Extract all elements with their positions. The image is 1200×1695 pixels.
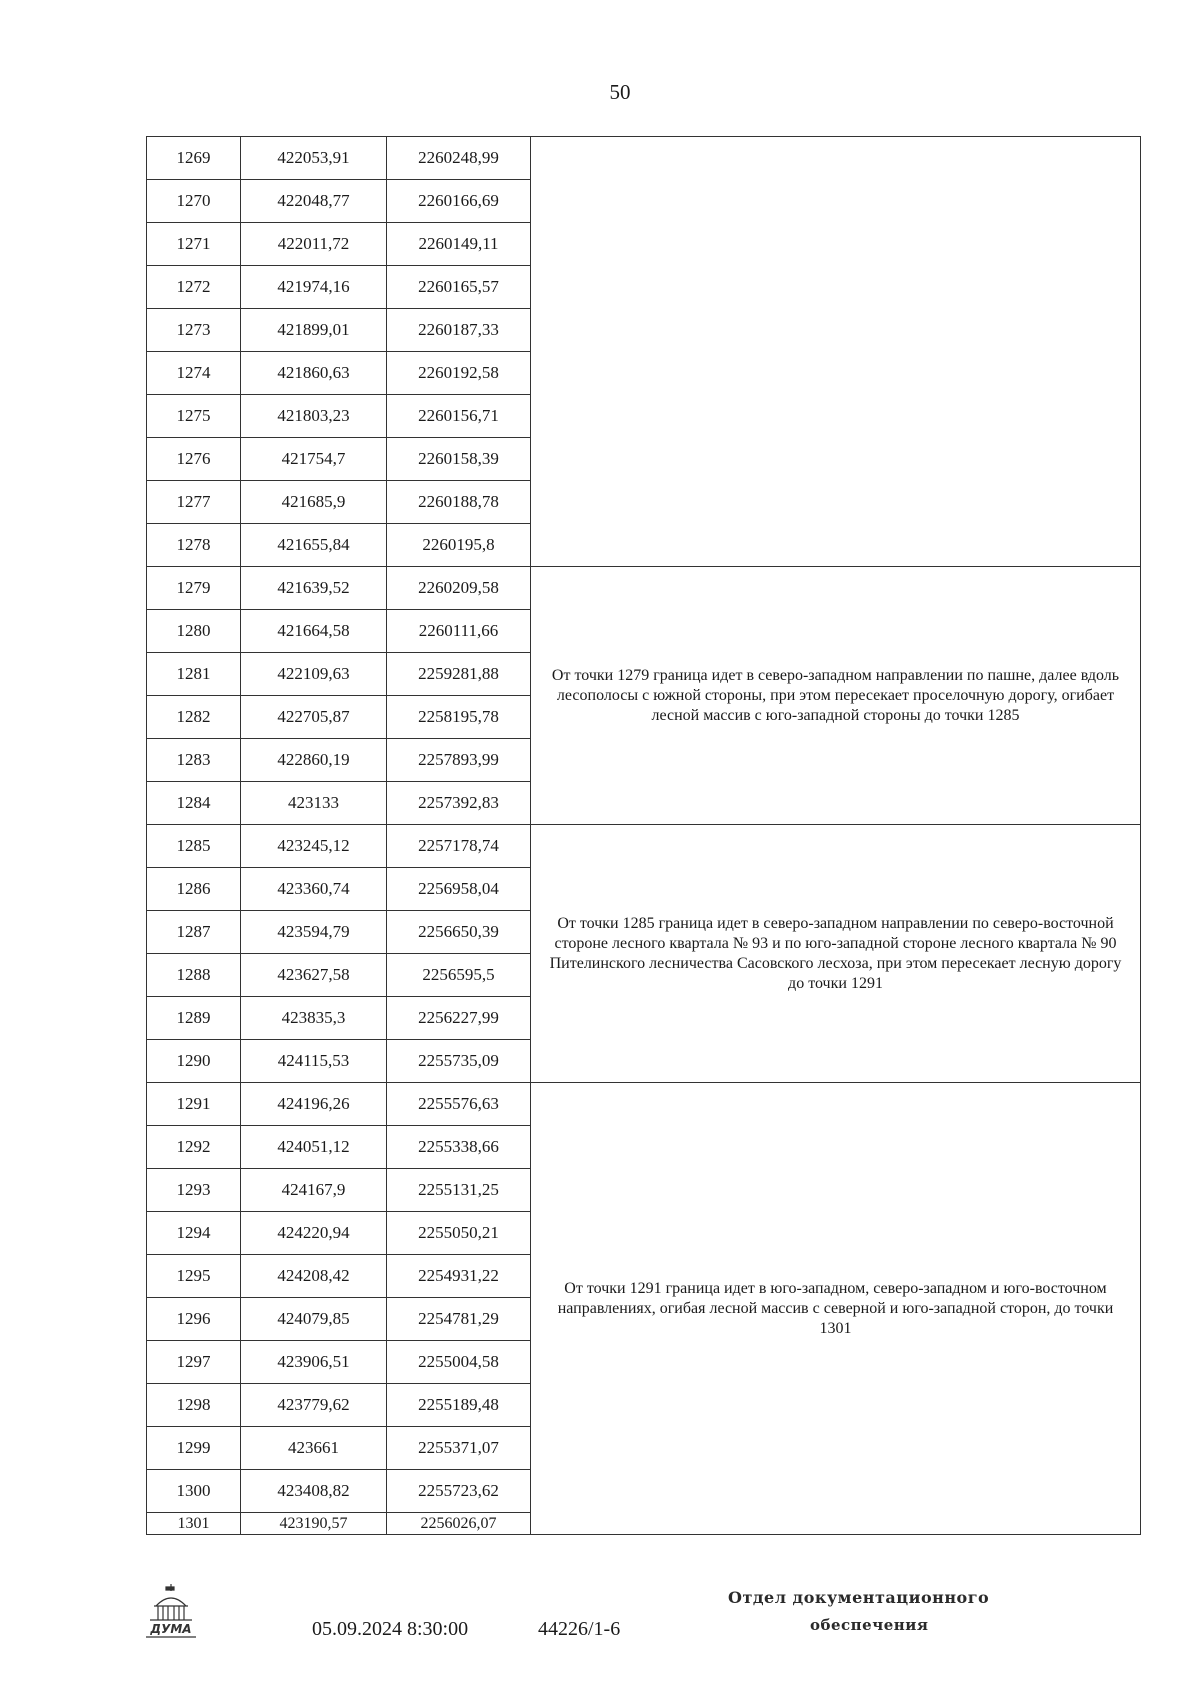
duma-logo	[142, 1582, 200, 1640]
coord-x: 421974,16	[241, 266, 387, 309]
coord-y: 2256650,39	[387, 911, 531, 954]
point-number: 1301	[147, 1513, 241, 1535]
point-number: 1269	[147, 137, 241, 180]
point-number: 1296	[147, 1298, 241, 1341]
boundary-coordinates-table	[146, 136, 1141, 1535]
coord-x: 424167,9	[241, 1169, 387, 1212]
coord-y: 2256227,99	[387, 997, 531, 1040]
coord-x: 424115,53	[241, 1040, 387, 1083]
coord-x: 423627,58	[241, 954, 387, 997]
point-number: 1275	[147, 395, 241, 438]
coord-y: 2260209,58	[387, 567, 531, 610]
coord-x: 424079,85	[241, 1298, 387, 1341]
coord-y: 2254781,29	[387, 1298, 531, 1341]
coord-y: 2255004,58	[387, 1341, 531, 1384]
point-number: 1287	[147, 911, 241, 954]
coord-x: 421664,58	[241, 610, 387, 653]
coord-y: 2255576,63	[387, 1083, 531, 1126]
point-number: 1285	[147, 825, 241, 868]
coord-x: 423779,62	[241, 1384, 387, 1427]
coord-y: 2260156,71	[387, 395, 531, 438]
point-number: 1299	[147, 1427, 241, 1470]
coord-y: 2254931,22	[387, 1255, 531, 1298]
coord-y: 2255189,48	[387, 1384, 531, 1427]
coord-x: 421803,23	[241, 395, 387, 438]
point-number: 1284	[147, 782, 241, 825]
point-number: 1277	[147, 481, 241, 524]
coord-x: 423906,51	[241, 1341, 387, 1384]
coord-y: 2260111,66	[387, 610, 531, 653]
point-number: 1292	[147, 1126, 241, 1169]
coord-y: 2257392,83	[387, 782, 531, 825]
point-number: 1298	[147, 1384, 241, 1427]
coord-y: 2260195,8	[387, 524, 531, 567]
point-number: 1281	[147, 653, 241, 696]
segment-description: От точки 1279 граница идет в северо-западном направлении по пашне, далее вдоль лесополосы с южной стороны, при этом пересекает проселочную дорогу, огибает лесной массив с юго-западной стороны до точки 1285	[531, 567, 1141, 825]
table-row	[147, 825, 1141, 868]
point-number: 1291	[147, 1083, 241, 1126]
coord-x: 424220,94	[241, 1212, 387, 1255]
table-row	[147, 137, 1141, 180]
point-number: 1297	[147, 1341, 241, 1384]
coord-y: 2255735,09	[387, 1040, 531, 1083]
coord-y: 2260188,78	[387, 481, 531, 524]
page-number: 50	[609, 80, 631, 104]
coord-y: 2255131,25	[387, 1169, 531, 1212]
coord-y: 2260187,33	[387, 309, 531, 352]
coord-x: 421655,84	[241, 524, 387, 567]
segment-description	[531, 137, 1141, 567]
coord-x: 423245,12	[241, 825, 387, 868]
department-stamp-line1: Отдел документационного	[728, 1588, 990, 1607]
point-number: 1288	[147, 954, 241, 997]
point-number: 1271	[147, 223, 241, 266]
coord-x: 421754,7	[241, 438, 387, 481]
coord-x: 422048,77	[241, 180, 387, 223]
department-stamp-line2: обеспечения	[810, 1616, 929, 1634]
coord-x: 423133	[241, 782, 387, 825]
coord-y: 2256595,5	[387, 954, 531, 997]
coord-x: 423408,82	[241, 1470, 387, 1513]
coord-x: 422011,72	[241, 223, 387, 266]
coord-y: 2260166,69	[387, 180, 531, 223]
coord-x: 423594,79	[241, 911, 387, 954]
duma-building-icon	[142, 1582, 200, 1640]
coord-x: 421899,01	[241, 309, 387, 352]
coord-y: 2257178,74	[387, 825, 531, 868]
coord-x: 423190,57	[241, 1513, 387, 1535]
coord-y: 2255338,66	[387, 1126, 531, 1169]
coord-x: 422860,19	[241, 739, 387, 782]
segment-description: От точки 1291 граница идет в юго-западном, северо-западном и юго-восточном направлениях, огибая лесной массив с северной и юго-западной сторон, до точки 1301	[531, 1083, 1141, 1535]
coord-y: 2260248,99	[387, 137, 531, 180]
point-number: 1272	[147, 266, 241, 309]
coord-y: 2255050,21	[387, 1212, 531, 1255]
point-number: 1279	[147, 567, 241, 610]
coord-x: 421639,52	[241, 567, 387, 610]
point-number: 1293	[147, 1169, 241, 1212]
table-row	[147, 1083, 1141, 1126]
point-number: 1300	[147, 1470, 241, 1513]
coord-x: 423360,74	[241, 868, 387, 911]
segment-description: От точки 1285 граница идет в северо-западном направлении по северо-восточной стороне лесного квартала № 93 и по юго-западной стороне лесного квартала № 90 Пителинского лесничества Сасовского лесхоза, при этом пересекает лесную дорогу до точки 1291	[531, 825, 1141, 1083]
coord-y: 2256958,04	[387, 868, 531, 911]
coord-x: 421860,63	[241, 352, 387, 395]
registration-number: 44226/1-6	[538, 1618, 621, 1640]
coord-x: 424208,42	[241, 1255, 387, 1298]
coord-y: 2260158,39	[387, 438, 531, 481]
point-number: 1295	[147, 1255, 241, 1298]
coord-x: 422053,91	[241, 137, 387, 180]
coord-y: 2259281,88	[387, 653, 531, 696]
point-number: 1276	[147, 438, 241, 481]
coord-x: 422705,87	[241, 696, 387, 739]
point-number: 1282	[147, 696, 241, 739]
coord-y: 2260192,58	[387, 352, 531, 395]
coord-x: 421685,9	[241, 481, 387, 524]
point-number: 1290	[147, 1040, 241, 1083]
point-number: 1289	[147, 997, 241, 1040]
registration-datetime: 05.09.2024 8:30:00	[312, 1618, 469, 1640]
point-number: 1294	[147, 1212, 241, 1255]
point-number: 1270	[147, 180, 241, 223]
coord-y: 2257893,99	[387, 739, 531, 782]
coord-x: 424196,26	[241, 1083, 387, 1126]
coord-x: 423835,3	[241, 997, 387, 1040]
svg-text:ДУМА: ДУМА	[150, 1622, 192, 1636]
point-number: 1283	[147, 739, 241, 782]
coord-x: 422109,63	[241, 653, 387, 696]
coord-y: 2260165,57	[387, 266, 531, 309]
table-row	[147, 567, 1141, 610]
coord-y: 2255723,62	[387, 1470, 531, 1513]
point-number: 1280	[147, 610, 241, 653]
point-number: 1278	[147, 524, 241, 567]
point-number: 1286	[147, 868, 241, 911]
coord-y: 2260149,11	[387, 223, 531, 266]
coord-x: 424051,12	[241, 1126, 387, 1169]
coord-y: 2255371,07	[387, 1427, 531, 1470]
coord-x: 423661	[241, 1427, 387, 1470]
coord-y: 2256026,07	[387, 1513, 531, 1535]
point-number: 1273	[147, 309, 241, 352]
coord-y: 2258195,78	[387, 696, 531, 739]
point-number: 1274	[147, 352, 241, 395]
